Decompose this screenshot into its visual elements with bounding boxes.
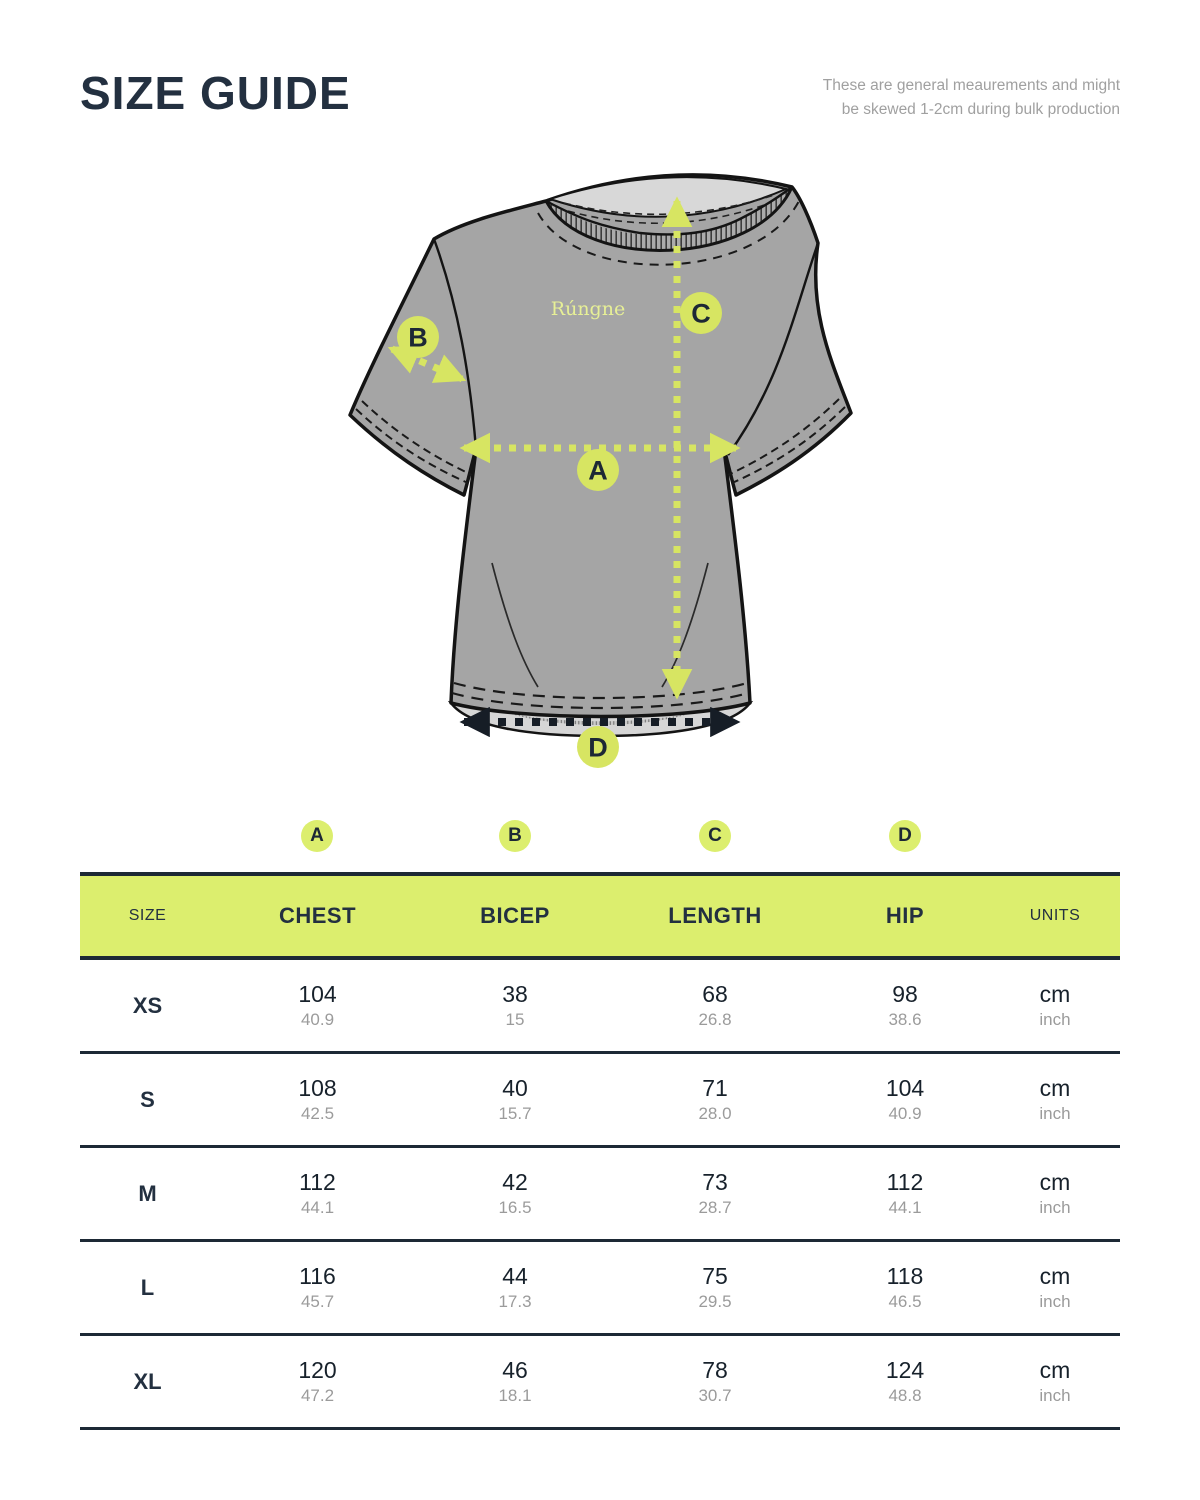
hip-inch: 48.8	[888, 1385, 922, 1405]
hip-cm: 98	[892, 981, 918, 1008]
table-row	[80, 1147, 1120, 1241]
length-inch: 30.7	[698, 1385, 732, 1405]
table-row	[80, 1241, 1120, 1335]
hip-cm: 118	[886, 1263, 924, 1290]
bicep-cm: 44	[502, 1263, 528, 1290]
chest-inch: 40.9	[300, 1009, 335, 1029]
marker-badge-C	[680, 292, 722, 334]
chest-inch: 45.7	[300, 1291, 335, 1311]
bicep-cm: 40	[502, 1075, 528, 1102]
svg-text:A: A	[588, 455, 608, 486]
bicep-cm: 46	[502, 1357, 528, 1384]
chest-cm: 104	[298, 981, 337, 1008]
table-row	[80, 1053, 1120, 1147]
chest-inch: 42.5	[300, 1103, 335, 1123]
disclaimer-line-2: be skewed 1-2cm during bulk production	[841, 101, 1120, 119]
unit-secondary: inch	[1039, 1103, 1071, 1123]
length-cm: 75	[702, 1263, 728, 1290]
chest-cm: 116	[299, 1263, 336, 1290]
unit-primary: cm	[1039, 1075, 1071, 1102]
svg-text:C: C	[691, 298, 711, 329]
bicep-inch: 18.1	[498, 1385, 532, 1405]
unit-secondary: inch	[1039, 1197, 1071, 1217]
size-value: XS	[132, 992, 163, 1018]
col-header-chest: CHEST	[278, 903, 357, 928]
chest-inch: 47.2	[300, 1385, 335, 1405]
col-header-bicep: BICEP	[480, 903, 550, 928]
bicep-inch: 15.7	[498, 1103, 532, 1123]
hip-inch: 40.9	[888, 1103, 922, 1123]
table-row	[80, 958, 1120, 1053]
hip-inch: 44.1	[888, 1197, 922, 1217]
col-header-hip: HIP	[885, 903, 925, 928]
tshirt-illustration	[340, 155, 860, 785]
svg-text:B: B	[408, 322, 428, 353]
marker-badge-A	[577, 449, 619, 491]
bicep-cm: 38	[502, 981, 528, 1008]
unit-primary: cm	[1039, 1169, 1071, 1196]
unit-secondary: inch	[1039, 1291, 1071, 1311]
length-inch: 26.8	[698, 1009, 732, 1029]
length-cm: 71	[702, 1075, 728, 1102]
size-value: S	[140, 1086, 155, 1112]
bicep-inch: 15	[505, 1009, 525, 1029]
length-inch: 29.5	[698, 1291, 732, 1311]
length-cm: 78	[702, 1357, 728, 1384]
length-inch: 28.7	[698, 1197, 732, 1217]
col-header-length: LENGTH	[668, 903, 762, 928]
col-header-units: UNITS	[1029, 907, 1081, 924]
hip-cm: 104	[885, 1075, 925, 1102]
length-cm: 73	[702, 1169, 728, 1196]
legend-badge-C: C	[699, 820, 731, 852]
disclaimer-line-1: These are general meaurements and might	[822, 77, 1120, 94]
marker-badge-D	[577, 726, 619, 768]
chest-cm: 120	[298, 1357, 337, 1384]
size-value: M	[138, 1180, 157, 1206]
marker-badge-B	[397, 316, 439, 358]
table-row	[80, 1335, 1120, 1429]
page-header	[80, 68, 1120, 122]
unit-primary: cm	[1039, 1263, 1071, 1290]
size-value: XL	[133, 1368, 162, 1394]
hip-cm: 124	[885, 1357, 925, 1384]
table-legend	[80, 820, 1120, 852]
unit-primary: cm	[1039, 1357, 1071, 1384]
chest-inch: 44.1	[300, 1197, 335, 1217]
bicep-cm: 42	[502, 1169, 528, 1196]
size-guide-table	[80, 872, 1120, 1430]
hip-inch: 38.6	[888, 1009, 922, 1029]
legend-badge-B: B	[499, 820, 531, 852]
brand-logo-text: Rúngne	[550, 298, 626, 320]
unit-secondary: inch	[1039, 1009, 1071, 1029]
legend-badge-A: A	[301, 820, 333, 852]
bicep-inch: 17.3	[498, 1291, 532, 1311]
chest-cm: 112	[299, 1169, 336, 1196]
chest-cm: 108	[298, 1075, 337, 1102]
size-value: L	[140, 1274, 155, 1300]
length-cm: 68	[702, 981, 728, 1008]
tshirt-measurement-diagram	[340, 155, 860, 785]
disclaimer-text	[823, 68, 1120, 122]
unit-primary: cm	[1039, 981, 1071, 1008]
hip-inch: 46.5	[888, 1291, 922, 1311]
col-header-size: SIZE	[128, 907, 167, 924]
legend-badge-D: D	[889, 820, 921, 852]
hip-cm: 112	[886, 1169, 924, 1196]
page-title: SIZE GUIDE	[80, 67, 351, 119]
unit-secondary: inch	[1039, 1385, 1071, 1405]
svg-text:D: D	[588, 732, 608, 763]
length-inch: 28.0	[698, 1103, 732, 1123]
bicep-inch: 16.5	[498, 1197, 532, 1217]
table-header-row	[80, 874, 1120, 958]
